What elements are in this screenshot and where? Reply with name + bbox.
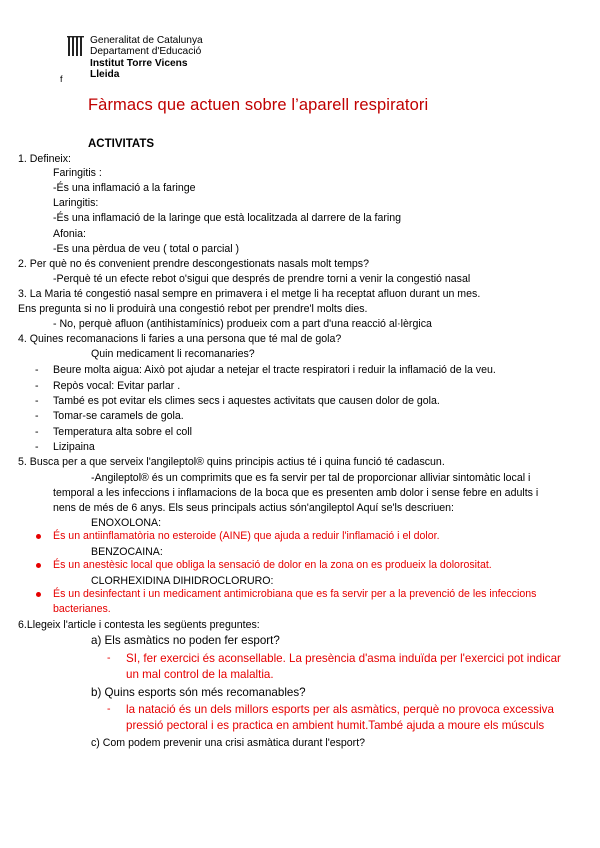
q1-def-faringitis: -És una inflamació a la faringe	[53, 182, 196, 194]
desc-benzocaina: És un anestèsic local que obliga la sensació de dolor en la zona on es produeix la dolorositat.	[53, 559, 492, 571]
q1-term-faringitis: Faringitis :	[53, 167, 102, 179]
list-dash: -	[35, 364, 39, 376]
stray-letter: f	[60, 74, 63, 84]
q2-answer: -Perquè té un efecte rebot o'sigui que després de prendre torni a venir la congestió nasal	[53, 273, 471, 285]
school-city: Lleida	[90, 68, 120, 80]
q6-c-question: c) Com podem prevenir una crisi asmàtica durant l'esport?	[91, 737, 366, 749]
q4-item-1: Beure molta aigua: Això pot ajudar a netejar el tracte respiratori i reduir la inflamació de la veu.	[53, 364, 496, 376]
page-title: Fàrmacs que actuen sobre l’aparell respiratori	[88, 96, 429, 114]
q3-answer: - No, perquè afluon (antihistamínics) produeix com a part d'una reacció al·lèrgica	[53, 318, 432, 330]
q6-b-question: b) Quins esports són més recomanables?	[91, 686, 306, 699]
q5-intro-line-1: -Angileptol® és un comprimits que es fa servir per tal de proporcionar alliviar sintomàtic local i	[91, 472, 531, 484]
q6-a-answer-line-1: SI, fer exercici és aconsellable. La presència d'asma induïda per l'exercici pot indicar	[126, 652, 561, 665]
list-dash: -	[35, 441, 39, 453]
q4-item-5: Temperatura alta sobre el coll	[53, 426, 192, 438]
q6-a-answer-line-2: un mal control de la malaltia.	[126, 668, 274, 681]
org-line-2: Departament d'Educació	[90, 46, 202, 58]
q1-question: 1. Defineix:	[18, 153, 71, 165]
q5-intro-line-2: temporal a les infeccions i inflamacions de la boca que es presenten amb dolor i sense febre en adults i	[53, 487, 539, 499]
q1-def-afonia: -Es una pèrdua de veu ( total o parcial )	[53, 243, 240, 255]
ingredient-clorhexidina: CLORHEXIDINA DIHIDROCLORURO:	[91, 575, 274, 587]
list-dash: -	[35, 395, 39, 407]
org-line-1: Generalitat de Catalunya	[90, 35, 203, 46]
bullet-icon	[36, 534, 41, 539]
q3-question-line-2: Ens pregunta si no li produirà una congestió rebot per prendre'l molts dies.	[18, 303, 368, 315]
desc-enoxolona: És un antiinflamatòria no esteroide (AINE) que ajuda a reduir l'inflamació i el dolor.	[53, 530, 440, 542]
q6-b-answer-line-1: la natació és un dels millors esports per als asmàtics, perquè no provoca excessiva	[126, 703, 554, 716]
catalan-stripes-icon	[67, 36, 84, 57]
q4-item-4: Tomar-se caramels de gola.	[53, 410, 184, 422]
list-dash: -	[35, 380, 39, 392]
list-dash: -	[35, 410, 39, 422]
q6-a-question: a) Els asmàtics no poden fer esport?	[91, 634, 280, 647]
school-name: Institut Torre Vicens	[90, 57, 188, 69]
q5-intro-line-3: nens de més de 6 anys. Els seus principals actius són'angileptol Aquí se'ls descriuen:	[53, 502, 454, 514]
list-dash: -	[35, 426, 39, 438]
ingredient-enoxolona: ENOXOLONA:	[91, 517, 162, 529]
section-heading: ACTIVITATS	[88, 138, 155, 150]
q4-subquestion: Quin medicament li recomanaries?	[91, 348, 255, 360]
q4-question: 4. Quines recomanacions li faries a una persona que té mal de gola?	[18, 333, 342, 345]
q1-def-laringitis: -És una inflamació de la laringe que està localitzada al darrere de la faring	[53, 212, 402, 224]
q1-term-laringitis: Laringitis:	[53, 197, 99, 209]
institution-header	[90, 35, 203, 80]
q4-item-6: Lizipaina	[53, 441, 95, 453]
q5-question: 5. Busca per a que serveix l'angileptol® quins principis actius té i quina funció té cadascun.	[18, 456, 445, 468]
bullet-icon	[36, 592, 41, 597]
q4-item-2: Repòs vocal: Evitar parlar .	[53, 380, 181, 392]
desc-clorhexidina-line-1: És un desinfectant i un medicament antimicrobiana que es fa servir per a la prevenció de les infeccions	[53, 588, 537, 600]
desc-clorhexidina-line-2: bacterianes.	[53, 603, 111, 615]
list-dash: -	[107, 703, 111, 715]
q6-question: 6.Llegeix l'article i contesta les següents preguntes:	[18, 619, 260, 631]
q1-term-afonia: Afonia:	[53, 228, 86, 240]
q4-item-3: També es pot evitar els climes secs i aquestes activitats que causen dolor de gola.	[53, 395, 440, 407]
q3-question-line-1: 3. La Maria té congestió nasal sempre en primavera i el metge li ha receptat afluon durant un mes.	[18, 288, 481, 300]
q6-b-answer-line-2: pressió pectoral i es practica en ambient humit.També ajuda a moure els músculs	[126, 719, 545, 732]
ingredient-benzocaina: BENZOCAINA:	[91, 546, 163, 558]
q2-question: 2. Per què no és convenient prendre descongestionats nasals molt temps?	[18, 258, 369, 270]
list-dash: -	[107, 652, 111, 664]
bullet-icon	[36, 563, 41, 568]
